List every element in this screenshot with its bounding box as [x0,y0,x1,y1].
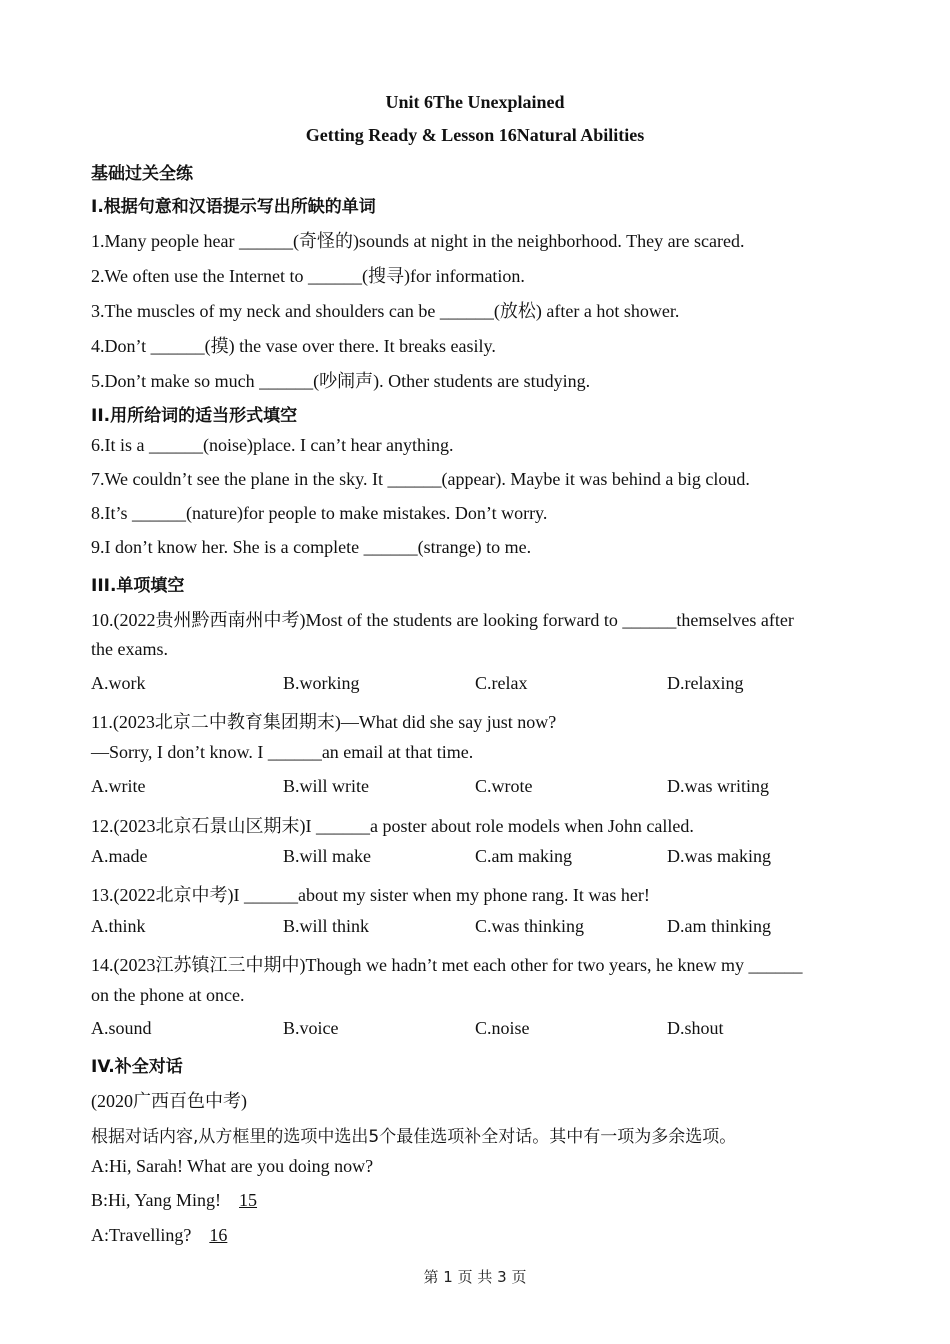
question-2: 2.We often use the Internet to ______(搜寻)for information. [91,266,525,286]
part4-heading: IV.补全对话 [91,1057,183,1077]
blank-16: 16 [209,1225,228,1245]
section-heading: 基础过关全练 [91,164,193,184]
question-12-stem: 12.(2023北京石景山区期末)I ______a poster about role models when John called. [91,816,694,836]
q11-option-c: C.wrote [475,776,533,796]
q14-option-d: D.shout [667,1018,724,1038]
question-9: 9.I don’t know her. She is a complete ______(strange) to me. [91,537,532,557]
question-4: 4.Don’t ______(摸) the vase over there. It breaks easily. [91,336,496,356]
q13-option-c: C.was thinking [475,916,585,936]
dialogue-line-3 [91,1225,253,1246]
blank-15: 15 [239,1190,258,1210]
part4-instruction: 根据对话内容,从方框里的选项中选出5个最佳选项补全对话。其中有一项为多余选项。 [91,1127,737,1147]
question-10-stem-cont: the exams. [91,639,168,659]
question-3: 3.The muscles of my neck and shoulders can be ______(放松) after a hot shower. [91,301,680,321]
q13-option-d: D.am thinking [667,916,771,936]
dialogue-line-2 [91,1190,283,1211]
question-8: 8.It’s ______(nature)for people to make mistakes. Don’t worry. [91,503,548,523]
unit-title: Unit 6The Unexplained [385,92,565,112]
part1-heading: I.根据句意和汉语提示写出所缺的单词 [91,197,376,217]
q12-option-c: C.am making [475,846,572,866]
part3-heading: III.单项填空 [91,576,185,596]
question-11-stem: 11.(2023北京二中教育集团期末)—What did she say just now? [91,712,557,732]
question-5: 5.Don’t make so much ______(吵闹声). Other students are studying. [91,371,591,391]
q11-option-a: A.write [91,776,146,796]
q14-option-a: A.sound [91,1018,152,1038]
q12-option-b: B.will make [283,846,371,866]
question-14-stem-cont: on the phone at once. [91,985,245,1005]
dialogue-line-3-text: A:Travelling? [91,1225,192,1245]
lesson-title: Getting Ready & Lesson 16Natural Abilities [305,125,645,145]
part2-heading: II.用所给词的适当形式填空 [91,406,298,426]
q12-option-d: D.was making [667,846,771,866]
dialogue-line-2-text: B:Hi, Yang Ming! [91,1190,222,1210]
question-11-stem-cont: —Sorry, I don’t know. I ______an email at that time. [91,742,474,762]
question-1: 1.Many people hear ______(奇怪的)sounds at night in the neighborhood. They are scared. [91,231,745,251]
dialogue-line-1: A:Hi, Sarah! What are you doing now? [91,1156,374,1176]
question-10-stem: 10.(2022贵州黔西南州中考)Most of the students are looking forward to ______themselves after [91,610,794,630]
q13-option-a: A.think [91,916,146,936]
q13-option-b: B.will think [283,916,370,936]
question-13-stem: 13.(2022北京中考)I ______about my sister when my phone rang. It was her! [91,885,650,905]
q14-option-c: C.noise [475,1018,530,1038]
q10-option-c: C.relax [475,673,528,693]
question-14-stem: 14.(2023江苏镇江三中期中)Though we hadn’t met each other for two years, he knew my ______ [91,955,803,975]
q10-option-d: D.relaxing [667,673,744,693]
q12-option-a: A.made [91,846,148,866]
q14-option-b: B.voice [283,1018,339,1038]
q10-option-b: B.working [283,673,360,693]
q11-option-d: D.was writing [667,776,769,796]
q11-option-b: B.will write [283,776,369,796]
part4-source: (2020广西百色中考) [91,1091,247,1111]
question-7: 7.We couldn’t see the plane in the sky. It ______(appear). Maybe it was behind a big cloud. [91,469,750,489]
page-footer: 第 1 页 共 3 页 [423,1268,527,1286]
question-6: 6.It is a ______(noise)place. I can’t hear anything. [91,435,454,455]
q10-option-a: A.work [91,673,146,693]
